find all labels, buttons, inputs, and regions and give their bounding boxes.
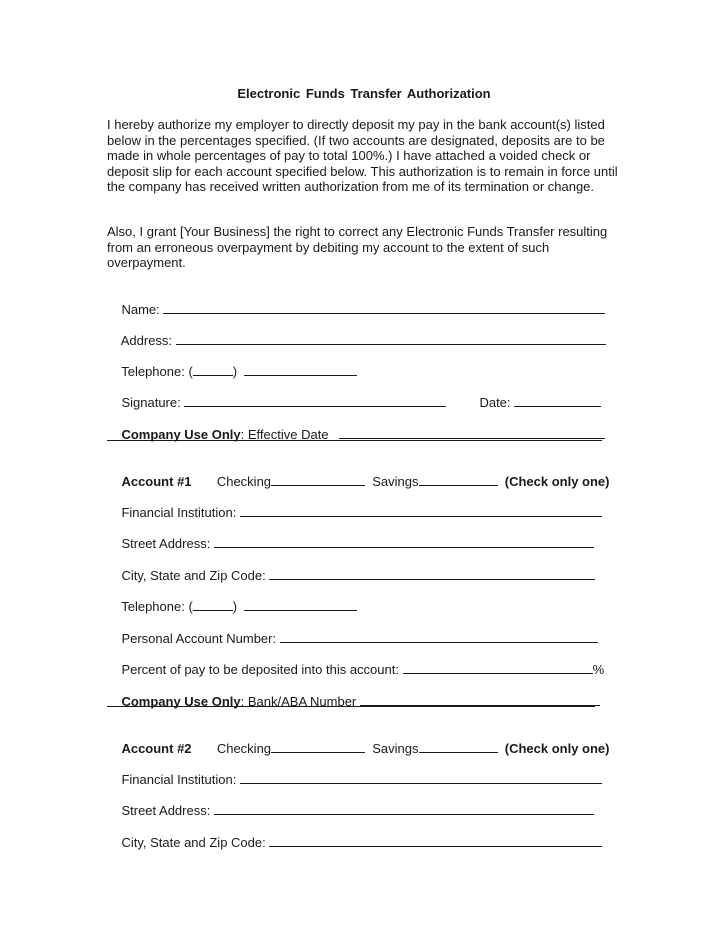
telephone-label: Telephone: bbox=[121, 364, 189, 379]
account1-telephone-area-code-field[interactable] bbox=[193, 599, 233, 611]
name-label: Name: bbox=[121, 302, 164, 317]
address-field[interactable] bbox=[176, 333, 606, 345]
account1-percent-field[interactable] bbox=[403, 662, 593, 674]
date-field[interactable] bbox=[514, 395, 601, 407]
effective-date-field[interactable] bbox=[339, 427, 605, 439]
form-title: Electronic Funds Transfer Authorization bbox=[237, 86, 491, 101]
name-field[interactable] bbox=[163, 302, 605, 314]
account1-percent-sign: % bbox=[592, 662, 605, 677]
signature-field[interactable] bbox=[184, 395, 446, 407]
signature-label: Signature: bbox=[121, 395, 185, 410]
telephone-row: Telephone: ( ) bbox=[107, 348, 357, 396]
account2-street-field[interactable] bbox=[214, 803, 594, 815]
effective-date-label: : Effective Date bbox=[240, 427, 333, 442]
account1-telephone-row: Telephone: ( ) bbox=[107, 583, 357, 631]
account1-city-field[interactable] bbox=[269, 568, 595, 580]
account2-savings-label: Savings bbox=[372, 741, 419, 756]
date-label: Date: bbox=[479, 395, 515, 410]
account1-account-number-label: Personal Account Number: bbox=[121, 631, 280, 646]
account1-checking-field[interactable] bbox=[271, 474, 365, 486]
account1-bank-aba-field[interactable] bbox=[360, 694, 600, 706]
telephone-number-field[interactable] bbox=[244, 364, 357, 376]
account1-savings-field[interactable] bbox=[419, 474, 498, 486]
account1-company-use-label: Company Use Only bbox=[121, 694, 241, 709]
account1-bank-aba-label: : Bank/ABA Number bbox=[240, 694, 360, 709]
account2-institution-field[interactable] bbox=[240, 772, 602, 784]
account1-telephone-number-field[interactable] bbox=[244, 599, 357, 611]
authorization-paragraph: I hereby authorize my employer to directly deposit my pay in the bank account(s) listed below in the percentages specified. (If two accounts are designated, deposits are to be made in whole percentages of pay to total 100%.) I have attached a voided check or deposit slip for each account specified below. This authorization is to remain in force until the company has received written authorization from me of its termination or change. bbox=[107, 117, 618, 194]
address-label: Address: bbox=[120, 333, 176, 348]
account2-street-label: Street Address: bbox=[121, 803, 214, 818]
account1-savings-label: Savings bbox=[372, 474, 419, 489]
account1-bank-aba-row bbox=[107, 678, 600, 726]
effective-date-row bbox=[107, 411, 605, 459]
account1-check-one: (Check only one) bbox=[504, 474, 610, 489]
account1-street-label: Street Address: bbox=[121, 536, 214, 551]
account2-city-field[interactable] bbox=[269, 835, 602, 847]
account2-check-one: (Check only one) bbox=[504, 741, 610, 756]
account1-bank-aba-continuation-line[interactable] bbox=[107, 706, 595, 707]
account1-telephone-label: Telephone: bbox=[121, 599, 189, 614]
telephone-area-code-field[interactable] bbox=[193, 364, 233, 376]
account1-city-label: City, State and Zip Code: bbox=[121, 568, 270, 583]
account1-street-field[interactable] bbox=[214, 536, 594, 548]
account2-checking-field[interactable] bbox=[271, 741, 365, 753]
account1-checking-label: Checking bbox=[216, 474, 272, 489]
account1-institution-field[interactable] bbox=[240, 505, 602, 517]
account1-account-number-field[interactable] bbox=[280, 631, 598, 643]
account2-heading: Account #2 bbox=[121, 741, 192, 756]
account2-city-label: City, State and Zip Code: bbox=[121, 835, 270, 850]
effective-date-continuation-line[interactable] bbox=[107, 440, 602, 441]
account1-institution-label: Financial Institution: bbox=[121, 505, 240, 520]
company-use-label: Company Use Only bbox=[121, 427, 241, 442]
account1-percent-label: Percent of pay to be deposited into this account: bbox=[121, 662, 403, 677]
account2-savings-field[interactable] bbox=[419, 741, 498, 753]
overpayment-paragraph: Also, I grant [Your Business] the right to correct any Electronic Funds Transfer resulting from an erroneous overpayment by debiting my account to the extent of such overpayment. bbox=[107, 224, 608, 270]
account2-checking-label: Checking bbox=[216, 741, 272, 756]
account1-heading: Account #1 bbox=[121, 474, 192, 489]
account2-institution-label: Financial Institution: bbox=[121, 772, 240, 787]
account2-city-row bbox=[107, 819, 602, 867]
